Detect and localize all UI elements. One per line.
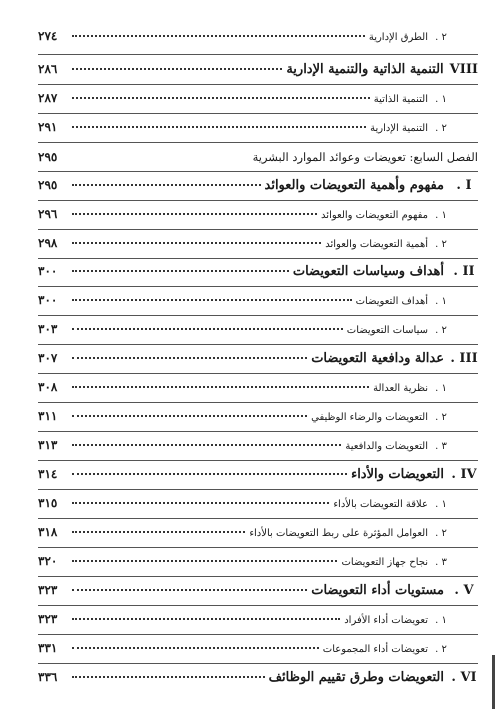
entry-title: مفهوم التعويضات والعوائد: [321, 210, 428, 221]
toc-entry[interactable]: [38, 236, 478, 250]
divider: [38, 373, 478, 374]
dot-leader: [72, 126, 366, 128]
divider: [38, 171, 478, 172]
divider: [38, 84, 478, 85]
toc-entry[interactable]: [38, 525, 478, 539]
toc-entry[interactable]: [38, 62, 478, 77]
page-edge-mark: [492, 655, 495, 709]
entry-title: التنمية الذاتية: [373, 94, 428, 105]
entry-title: التعويضات وطرق تقييم الوظائف: [268, 670, 444, 685]
divider: [38, 344, 478, 345]
dot-leader: [72, 502, 329, 504]
entry-page: ٣١٨: [38, 525, 58, 539]
entry-number: ٢ .: [435, 123, 447, 134]
entry-number: IV .: [451, 467, 477, 482]
toc-entry[interactable]: [38, 583, 478, 598]
dot-leader: [72, 328, 343, 330]
entry-number: ٢ .: [435, 32, 447, 43]
entry-number: ٣ .: [435, 557, 447, 568]
entry-number: ١ .: [435, 383, 447, 394]
entry-number: ١ .: [435, 94, 447, 105]
divider: [38, 431, 478, 432]
entry-title: التنمية الذاتية والتنمية الإدارية: [286, 62, 444, 77]
entry-page: ٣١١: [38, 409, 58, 423]
dot-leader: [72, 386, 369, 388]
entry-title: عدالة ودافعية التعويضات: [311, 351, 444, 366]
dot-leader: [72, 560, 337, 562]
divider: [38, 315, 478, 316]
divider: [38, 286, 478, 287]
entry-number: ٢ .: [435, 325, 447, 336]
divider: [38, 489, 478, 490]
dot-leader: [72, 589, 307, 591]
entry-page: ٣٢٠: [38, 554, 58, 568]
dot-leader: [72, 357, 307, 359]
toc-entry[interactable]: [38, 496, 478, 510]
entry-page: ٣٠٨: [38, 380, 58, 394]
toc-entry[interactable]: [38, 264, 478, 279]
entry-page: ٣٢٣: [38, 612, 58, 626]
toc-entry[interactable]: [38, 670, 478, 685]
toc-entry[interactable]: [38, 178, 478, 193]
entry-number: VIII: [449, 62, 478, 77]
divider: [38, 142, 478, 143]
entry-title: التعويضات والدافعية: [345, 441, 428, 452]
toc-entry[interactable]: [38, 409, 478, 423]
entry-title: نظرية العدالة: [373, 383, 428, 394]
divider: [38, 576, 478, 577]
entry-number: V .: [454, 583, 474, 598]
entry-number: ١ .: [435, 499, 447, 510]
entry-page: ٢٨٦: [38, 62, 58, 76]
entry-title: علاقة التعويضات بالأداء: [333, 499, 428, 510]
dot-leader: [72, 242, 321, 244]
entry-page: ٢٧٤: [38, 29, 58, 43]
entry-title: التنمية الإدارية: [370, 123, 428, 134]
dot-leader: [72, 473, 347, 475]
entry-page: ٣٠٧: [38, 351, 58, 365]
divider: [38, 229, 478, 230]
entry-title: العوامل المؤثرة على ربط التعويضات بالأداء: [249, 528, 428, 539]
toc-entry[interactable]: [38, 150, 478, 164]
entry-title: التعويضات والرضاء الوظيفي: [311, 412, 428, 423]
entry-page: ٢٩٦: [38, 207, 58, 221]
entry-page: ٣١٣: [38, 438, 58, 452]
entry-number: ١ .: [435, 615, 447, 626]
dot-leader: [72, 97, 370, 99]
dot-leader: [72, 270, 289, 272]
dot-leader: [72, 618, 340, 620]
divider: [38, 634, 478, 635]
entry-page: ٣٠٠: [38, 293, 58, 307]
entry-number: III .: [450, 351, 478, 366]
dot-leader: [72, 68, 282, 70]
dot-leader: [72, 213, 317, 215]
entry-title: أهداف التعويضات: [355, 296, 428, 307]
toc-entry[interactable]: [38, 380, 478, 394]
toc-entry[interactable]: [38, 641, 478, 655]
toc-entry[interactable]: [38, 322, 478, 336]
toc-entry[interactable]: [38, 29, 478, 43]
entry-number: ٢ .: [435, 644, 447, 655]
toc-entry[interactable]: [38, 351, 478, 366]
dot-leader: [72, 299, 352, 301]
divider: [38, 547, 478, 548]
entry-page: ٢٩٨: [38, 236, 58, 250]
divider: [38, 663, 478, 664]
entry-page: ٣١٤: [38, 467, 58, 481]
entry-number: ١ .: [435, 296, 447, 307]
dot-leader: [72, 676, 265, 678]
entry-number: ١ .: [435, 210, 447, 221]
entry-title: التعويضات والأداء: [351, 467, 444, 482]
entry-number: VI .: [451, 670, 477, 685]
entry-page: ٣٢٣: [38, 583, 58, 597]
toc-entry[interactable]: [38, 554, 478, 568]
dot-leader: [72, 531, 245, 533]
entry-number: ٢ .: [435, 528, 447, 539]
toc-entry[interactable]: [38, 120, 478, 134]
entry-page: ٢٨٧: [38, 91, 58, 105]
entry-title: تعويضات أداء المجموعات: [322, 644, 428, 655]
dot-leader: [72, 444, 341, 446]
entry-page: ٣٠٠: [38, 264, 58, 278]
entry-number: ٣ .: [435, 441, 447, 452]
entry-number: II .: [453, 264, 475, 279]
entry-page: ٢٩٥: [38, 178, 58, 192]
divider: [38, 460, 478, 461]
entry-page: ٢٩١: [38, 120, 58, 134]
entry-title: تعويضات أداء الأفراد: [344, 615, 428, 626]
entry-page: ٣٣١: [38, 641, 58, 655]
divider: [38, 605, 478, 606]
entry-title: أهداف وسياسات التعويضات: [292, 264, 444, 279]
dot-leader: [72, 415, 307, 417]
toc-entry[interactable]: [38, 207, 478, 221]
dot-leader: [72, 184, 261, 186]
divider: [38, 258, 478, 259]
toc-entry[interactable]: [38, 293, 478, 307]
divider: [38, 54, 478, 55]
divider: [38, 402, 478, 403]
toc-entry[interactable]: [38, 467, 478, 482]
entry-title: الطرق الإدارية: [368, 32, 428, 43]
divider: [38, 518, 478, 519]
entry-title: مستويات أداء التعويضات: [311, 583, 444, 598]
entry-page: ٢٩٥: [38, 150, 58, 164]
toc-entry[interactable]: [38, 438, 478, 452]
entry-page: ٣٣٦: [38, 670, 58, 684]
entry-number: ٢ .: [435, 412, 447, 423]
entry-number: I .: [456, 178, 472, 193]
entry-number: ٢ .: [435, 239, 447, 250]
entry-page: ٣٠٣: [38, 322, 58, 336]
entry-page: ٣١٥: [38, 496, 58, 510]
dot-leader: [72, 647, 319, 649]
entry-title: أهمية التعويضات والعوائد: [325, 239, 428, 250]
entry-title: سياسات التعويضات: [346, 325, 428, 336]
dot-leader: [72, 35, 365, 37]
divider: [38, 200, 478, 201]
toc-entry[interactable]: [38, 612, 478, 626]
toc-entry[interactable]: [38, 91, 478, 105]
divider: [38, 113, 478, 114]
chapter-title: الفصل السابع: تعويضات وعوائد الموارد البشرية: [252, 150, 478, 164]
entry-title: مفهوم وأهمية التعويضات والعوائد: [264, 178, 444, 193]
entry-title: نجاح جهاز التعويضات: [341, 557, 428, 568]
